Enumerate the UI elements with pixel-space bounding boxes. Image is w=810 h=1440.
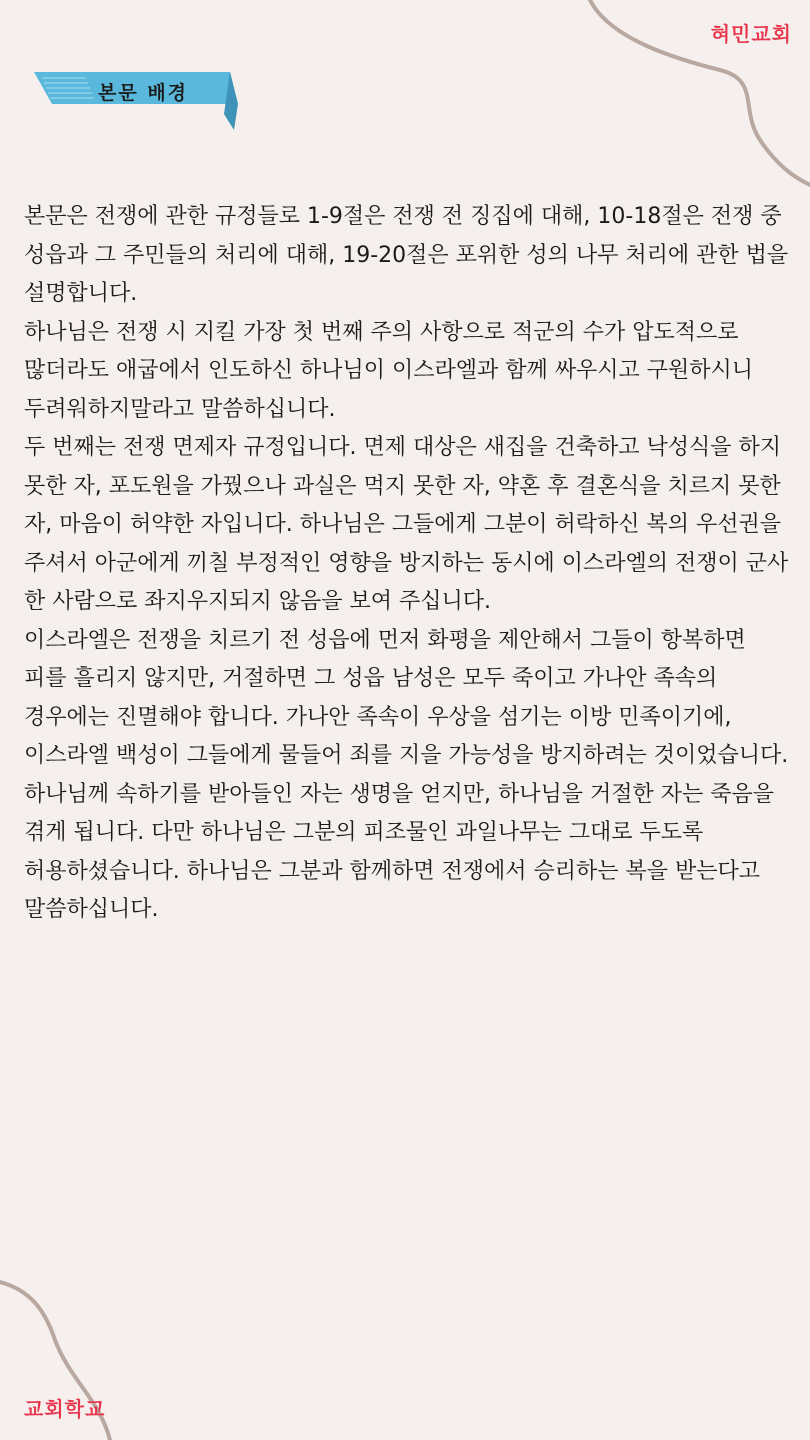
section-title: 본문 배경 bbox=[98, 82, 189, 104]
paragraph: 하나님은 전쟁 시 지킬 가장 첫 번째 주의 사항으로 적군의 수가 압도적으로 많더라도 애굽에서 인도하신 하나님이 이스라엘과 함께 싸우시고 구원하시니 두려워하지말라고 말씀하십니다. bbox=[24, 319, 754, 422]
paragraph: 이스라엘은 전쟁을 치르기 전 성읍에 먼저 화평을 제안해서 그들이 항복하면 피를 흘리지 않지만, 거절하면 그 성읍 남성은 모두 죽이고 가나안 족속의 경우에는 진멸해야 합니다. 가나안 족속이 우상을 섬기는 이방 민족이기에, 이스라엘 백성이 그들에게 물들어 죄를 지을 가능성을 방지하려는 것이었습니다. bbox=[24, 627, 789, 768]
section-banner bbox=[34, 70, 244, 132]
church-school-label: 교회학교 bbox=[24, 1397, 106, 1421]
passage-background-text bbox=[24, 198, 792, 930]
paragraph: 하나님께 속하기를 받아들인 자는 생명을 얻지만, 하나님을 거절한 자는 죽음을 겪게 됩니다. 다만 하나님은 그분의 피조물인 과일나무는 그대로 두도록 허용하셨습니다. 하나님은 그분과 함께하면 전쟁에서 승리하는 복을 받는다고 말씀하십니다. bbox=[24, 781, 774, 922]
church-name-top: 혀민교회 bbox=[710, 22, 792, 46]
paragraph: 두 번째는 전쟁 면제자 규정입니다. 면제 대상은 새집을 건축하고 낙성식을 하지 못한 자, 포도원을 가꿨으나 과실은 먹지 못한 자, 약혼 후 결혼식을 치르지 못한 자, 마음이 허약한 자입니다. 하나님은 그들에게 그분이 허락하신 복의 우선권을 주셔서 아군에게 끼칠 부정적인 영향을 방지하는 동시에 이스라엘의 전쟁이 군사 한 사람으로 좌지우지되지 않음을 보여 주십니다. bbox=[24, 435, 789, 614]
paragraph: 본문은 전쟁에 관한 규정들로 1-9절은 전쟁 전 징집에 대해, 10-18절은 전쟁 중 성읍과 그 주민들의 처리에 대해, 19-20절은 포위한 성의 나무 처리에 관한 법을 설명합니다. bbox=[24, 204, 789, 306]
